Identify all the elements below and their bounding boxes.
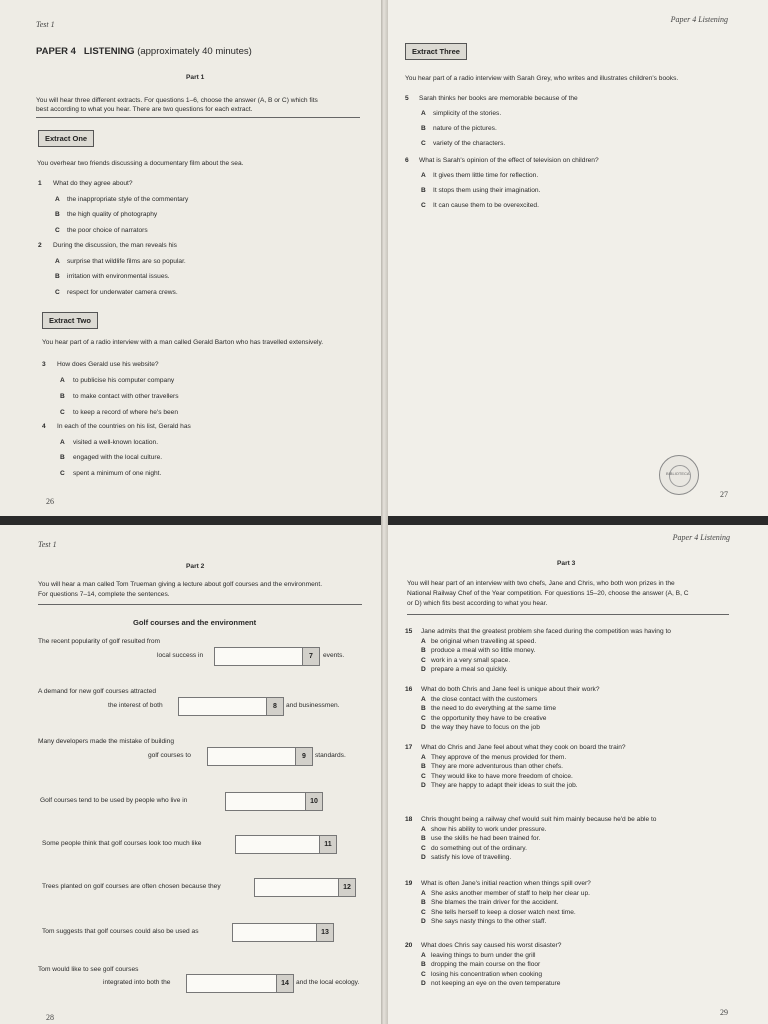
option-letter: C [421, 202, 426, 209]
extract-one-intro: You overhear two friends discussing a documentary film about the sea. [37, 160, 244, 167]
part-label: Part 2 [186, 563, 205, 570]
option-text: They are more adventurous than other chefs. [431, 763, 563, 771]
instructions-rule [38, 604, 362, 605]
part-label: Part 1 [186, 74, 205, 81]
answer-box-14[interactable] [186, 974, 294, 993]
option-text: dropping the main course on the floor [431, 961, 541, 969]
instructions-line-1: You will hear three different extracts. For questions 1–6, choose the answer (A, B or C) which fits [36, 97, 318, 104]
option-text: produce a meal with so little money. [431, 647, 536, 655]
option-letter: A [421, 637, 426, 645]
part-label: Part 3 [557, 560, 576, 567]
option-letter: C [60, 409, 65, 416]
page-number: 29 [720, 1008, 728, 1017]
option-text: They are happy to adapt their ideas to suit the job. [431, 782, 578, 790]
option-letter: B [60, 454, 65, 461]
sentence-after: events. [323, 652, 345, 659]
option-text: not keeping an eye on the oven temperature [431, 980, 561, 988]
option-text: She tells herself to keep a closer watch next time. [431, 908, 576, 916]
option-letter: C [55, 226, 60, 234]
instructions-line-3: or D) which fits best according to what you hear. [407, 600, 548, 607]
paper-title-suffix: (approximately 40 minutes) [137, 46, 252, 57]
question-stem: Chris thought being a railway chef would suit him mainly because he'd be able to [421, 816, 657, 823]
answer-box-7[interactable] [214, 647, 320, 666]
question-stem: Jane admits that the greatest problem she faced during the competition was having to [421, 628, 671, 635]
running-head: Paper 4 Listening [672, 533, 730, 542]
option-text: She blames the train driver for the accident. [431, 899, 559, 907]
sentence-text: Tom suggests that golf courses could also be used as [42, 928, 199, 935]
option-letter: B [421, 705, 426, 713]
question-number: 6 [405, 157, 409, 164]
instructions-line-2: National Railway Chef of the Year competition. For questions 15–20, choose the answer (A, B, C [407, 590, 689, 597]
option-text: They would like to have more freedom of choice. [431, 772, 573, 780]
option-text: leaving things to burn under the grill [431, 951, 536, 959]
stamp-text: BIBLIOTECA [666, 471, 690, 476]
question-number: 15 [405, 628, 413, 635]
option-text: It can cause them to be overexcited. [433, 202, 539, 209]
option-letter: A [60, 377, 65, 384]
question-number: 3 [42, 361, 46, 368]
option-letter: B [421, 187, 426, 194]
answer-number: 10 [305, 793, 322, 810]
option-letter: B [60, 393, 65, 400]
option-text: do something out of the ordinary. [431, 844, 527, 852]
option-letter: D [421, 782, 426, 790]
extract-three-intro: You hear part of a radio interview with Sarah Grey, who writes and illustrates children's books. [405, 75, 679, 82]
option-text: to publicise his computer company [73, 377, 175, 384]
question-stem: In each of the countries on his list, Gerald has [57, 423, 191, 430]
option-letter: C [421, 844, 426, 852]
answer-number: 8 [266, 698, 283, 715]
running-head: Test 1 [36, 20, 55, 29]
paper-title-main: LISTENING [83, 46, 135, 57]
page-number: 28 [46, 1013, 54, 1022]
answer-box-12[interactable] [254, 878, 356, 897]
paper-title [36, 46, 252, 57]
question-stem: What do they agree about? [53, 180, 133, 187]
sentence-after: and businessmen. [286, 702, 340, 709]
option-text: the poor choice of narrators [67, 226, 148, 234]
option-letter: C [421, 140, 426, 147]
option-text: spent a minimum of one night. [73, 469, 162, 477]
question-number: 19 [405, 880, 413, 887]
sentence-text: golf courses to [148, 752, 191, 759]
option-letter: B [421, 125, 426, 132]
sentence-text: Golf courses tend to be used by people who live in [40, 797, 188, 804]
option-letter: B [421, 835, 426, 843]
option-text: It gives them little time for reflection. [433, 172, 539, 179]
option-letter: D [421, 980, 426, 988]
option-text: prepare a meal so quickly. [431, 666, 508, 674]
question-stem: What is Sarah's opinion of the effect of television on children? [419, 157, 599, 164]
answer-number: 11 [319, 836, 336, 853]
answer-number: 14 [276, 975, 293, 992]
instructions-rule [36, 117, 360, 118]
option-letter: D [421, 854, 426, 862]
sentence-text: Some people think that golf courses look too much like [42, 840, 202, 847]
answer-box-10[interactable] [225, 792, 323, 811]
answer-number: 9 [295, 748, 312, 765]
instructions-line-1: You will hear a man called Tom Trueman giving a lecture about golf courses and the environment. [38, 581, 323, 588]
option-text: She says nasty things to the other staff. [431, 918, 547, 926]
option-text: to keep a record of where he's been [73, 409, 178, 416]
instructions-rule [407, 614, 729, 615]
option-letter: A [421, 825, 426, 833]
extract-three-label: Extract Three [405, 43, 467, 60]
answer-box-9[interactable] [207, 747, 313, 766]
page-28 [0, 524, 382, 1024]
extract-two-label: Extract Two [42, 312, 98, 329]
sentence-lead: A demand for new golf courses attracted [38, 688, 157, 695]
option-letter: B [421, 899, 426, 907]
option-letter: B [55, 273, 60, 280]
option-text: She asks another member of staff to help her clear up. [431, 889, 590, 897]
option-letter: A [421, 172, 426, 179]
page-29 [387, 524, 768, 1024]
option-letter: D [421, 918, 426, 926]
answer-number: 13 [316, 924, 333, 941]
option-letter: C [421, 908, 426, 916]
question-number: 2 [38, 242, 42, 249]
book-spine [381, 0, 388, 1024]
option-letter: A [60, 438, 65, 446]
question-stem: How does Gerald use his website? [57, 361, 159, 368]
question-number: 18 [405, 816, 413, 823]
option-letter: C [421, 714, 426, 722]
option-letter: A [421, 951, 426, 959]
answer-box-11[interactable] [235, 835, 337, 854]
answer-box-8[interactable] [178, 697, 284, 716]
sentence-text: the interest of both [108, 702, 163, 709]
question-number: 4 [42, 423, 46, 430]
question-number: 16 [405, 686, 413, 693]
option-letter: A [421, 695, 426, 703]
instructions-line-2: best according to what you hear. There are two questions for each extract. [36, 106, 253, 113]
extract-two-intro: You hear part of a radio interview with a man called Gerald Barton who has travelled extensively. [42, 339, 324, 346]
running-head: Paper 4 Listening [670, 15, 728, 24]
page-number: 26 [46, 497, 54, 506]
option-text: irritation with environmental issues. [67, 273, 170, 280]
instructions-line-1: You will hear part of an interview with two chefs, Jane and Chris, who both won prizes in the [407, 580, 675, 587]
sentence-after: and the local ecology. [296, 979, 360, 986]
option-letter: D [421, 666, 426, 674]
page-27 [387, 0, 768, 517]
option-letter: C [421, 656, 426, 664]
option-letter: C [421, 772, 426, 780]
page-number: 27 [720, 490, 728, 499]
question-stem: What does Chris say caused his worst disaster? [421, 942, 562, 949]
sentence-text: integrated into both the [103, 979, 171, 986]
question-stem: Sarah thinks her books are memorable because of the [419, 95, 578, 102]
option-text: losing his concentration when cooking [431, 970, 543, 978]
question-stem: What do Chris and Jane feel about what they cook on board the train? [421, 744, 626, 751]
option-text: It stops them using their imagination. [433, 187, 541, 194]
sentence-lead: Tom would like to see golf courses [38, 966, 139, 973]
option-letter: A [421, 753, 426, 761]
question-stem: What is often Jane's initial reaction when things spill over? [421, 880, 591, 887]
question-number: 17 [405, 744, 413, 751]
option-letter: A [421, 110, 426, 117]
option-letter: A [421, 889, 426, 897]
question-number: 1 [38, 180, 42, 187]
option-letter: C [60, 469, 65, 477]
question-number: 20 [405, 942, 413, 949]
option-letter: A [55, 257, 60, 265]
option-text: simplicity of the stories. [433, 110, 502, 117]
answer-number: 12 [338, 879, 355, 896]
page-26 [0, 0, 382, 517]
option-text: use the skills he had been trained for. [431, 835, 541, 843]
option-text: respect for underwater camera crews. [67, 288, 178, 296]
question-stem: What do both Chris and Jane feel is unique about their work? [421, 686, 600, 693]
option-letter: B [421, 647, 426, 655]
option-text: the inappropriate style of the commentary [67, 195, 189, 203]
instructions-line-2: For questions 7–14, complete the sentences. [38, 591, 170, 598]
sentence-text: local success in [157, 652, 204, 659]
option-letter: A [55, 195, 60, 203]
sentence-lead: Many developers made the mistake of building [38, 738, 174, 745]
option-text: nature of the pictures. [433, 125, 497, 132]
option-letter: B [421, 763, 426, 771]
option-text: visited a well-known location. [73, 438, 159, 446]
option-letter: D [421, 724, 426, 732]
option-text: to make contact with other travellers [73, 393, 179, 400]
option-text: the way they have to focus on the job [431, 724, 540, 732]
option-text: satisfy his love of travelling. [431, 854, 512, 862]
option-text: the high quality of photography [67, 211, 158, 218]
option-text: the close contact with the customers [431, 695, 538, 703]
option-text: surprise that wildlife films are so popular. [67, 257, 186, 265]
option-text: engaged with the local culture. [73, 454, 163, 461]
option-text: show his ability to work under pressure. [431, 825, 547, 833]
extract-one-label: Extract One [38, 130, 94, 147]
option-letter: C [55, 288, 60, 296]
option-letter: B [421, 961, 426, 969]
option-text: the need to do everything at the same time [431, 705, 556, 713]
option-text: the opportunity they have to be creative [431, 714, 547, 722]
answer-number: 7 [302, 648, 319, 665]
sentence-after: standards. [315, 752, 346, 759]
option-text: be original when travelling at speed. [431, 637, 537, 645]
option-text: work in a very small space. [431, 656, 511, 664]
section-title: Golf courses and the environment [133, 618, 257, 627]
option-text: variety of the characters. [433, 140, 506, 147]
option-letter: C [421, 970, 426, 978]
library-stamp [659, 455, 699, 495]
answer-box-13[interactable] [232, 923, 334, 942]
option-text: They approve of the menus provided for them. [431, 753, 567, 761]
sentence-lead: The recent popularity of golf resulted from [38, 638, 161, 645]
running-head: Test 1 [38, 540, 57, 549]
question-number: 5 [405, 95, 409, 102]
option-letter: B [55, 211, 60, 218]
sentence-text: Trees planted on golf courses are often chosen because they [42, 883, 221, 890]
question-stem: During the discussion, the man reveals his [53, 242, 177, 249]
paper-title-prefix: PAPER 4 [36, 46, 76, 57]
